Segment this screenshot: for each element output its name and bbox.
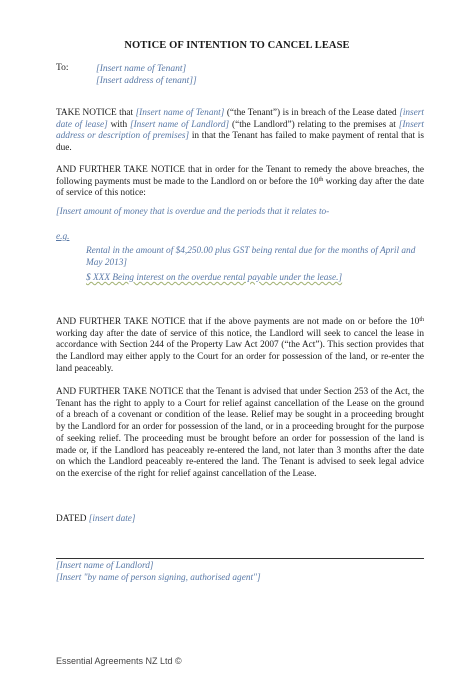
paragraph-remedy-payments <box>56 165 424 200</box>
text-run: $ XXX Being interest on the overdue rental payable under the lease.] <box>86 273 343 283</box>
text-run: (“the Landlord”) relating to the premises at <box>229 119 399 130</box>
example-interest-line[interactable] <box>86 273 424 285</box>
superscript: th <box>419 317 424 323</box>
tenant-name-placeholder[interactable]: [Insert name of Tenant] <box>135 108 225 118</box>
dated-line <box>56 514 136 524</box>
example-rental-line[interactable]: Rental in the amount of $4,250.00 plus GST being rental due for the months of April and May 2013] <box>86 246 416 268</box>
text-run: AND FURTHER TAKE NOTICE that if the above payments are not made on or before the 10 <box>56 317 420 327</box>
text-run: (“the Tenant”) is in breach of the Lease dated <box>224 108 400 118</box>
dated-label: DATED <box>56 514 89 524</box>
to-label: To: <box>56 63 69 73</box>
overdue-amount-instruction[interactable]: [Insert amount of money that is overdue and the periods that it relates to- <box>56 207 330 217</box>
paragraph-cancellation-intent <box>56 317 424 376</box>
text-run: working day after the date of service of this notice: <box>56 176 424 199</box>
date-placeholder[interactable]: [insert date] <box>88 514 136 524</box>
text-run: in that the Tenant has failed to make payment of rental that is due. <box>56 131 424 154</box>
text-run: AND FURTHER TAKE NOTICE that in order for the Tenant to remedy the above breaches, the following payments must be made to the Landlord on or before the 10 <box>56 165 424 187</box>
signatory-placeholder[interactable]: [Insert "by name of person signing, authorised agent"] <box>56 572 261 583</box>
tenant-name-placeholder[interactable]: [Insert name of Tenant] <box>96 64 187 74</box>
premises-placeholder[interactable]: [Insert address or description of premises] <box>56 119 425 142</box>
text-run: working day after the date of service of this notice, the Landlord will seek to cancel the lease in accordance with Section 244 of the Property Law Act 2007 (“the Act”). This section provides that the Landlord may either apply to the Court for an order for possession of the land, or re-enter the land peaceably. <box>56 328 424 374</box>
signature-block <box>56 561 261 584</box>
superscript: th <box>318 176 324 183</box>
page-title: NOTICE OF INTENTION TO CANCEL LEASE <box>124 40 350 51</box>
signature-line <box>56 558 424 559</box>
tenant-address-placeholder[interactable]: [Insert address of tenant]] <box>96 76 197 86</box>
example-label: e.g. <box>56 232 70 242</box>
paragraph-breach-notice <box>56 108 424 155</box>
landlord-name-placeholder[interactable]: [Insert name of Landlord] <box>56 561 154 571</box>
paragraph-relief-rights: AND FURTHER TAKE NOTICE that the Tenant is advised that under Section 253 of the Act, the Tenant has the right to apply to a Court for relief against cancellation of the Lease on the ground of a breach of a covenant or condition of the lease. Relief may be sought in a proceeding brought by the Landlord for an order for possession of the land, or in a proceeding brought for the purpose of seeking relief. The proceeding must be brought before an order for possession of the land is made or, if the Landlord has peaceably re-entered the land, not later than 3 months after the date on which the Landlord peaceably re-entered the land. The Tenant is advised to seek legal advice on the exercise of the right for relief against cancellation of the Lease. <box>56 387 424 479</box>
text-run: TAKE NOTICE that <box>56 108 136 118</box>
lease-date-placeholder[interactable]: [insert date of lease] <box>56 108 424 130</box>
recipient-block <box>96 63 197 87</box>
landlord-name-placeholder[interactable]: [Insert name of Landlord] <box>129 119 230 130</box>
text-run: with <box>107 119 130 130</box>
footer-copyright: Essential Agreements NZ Ltd © <box>56 656 182 666</box>
